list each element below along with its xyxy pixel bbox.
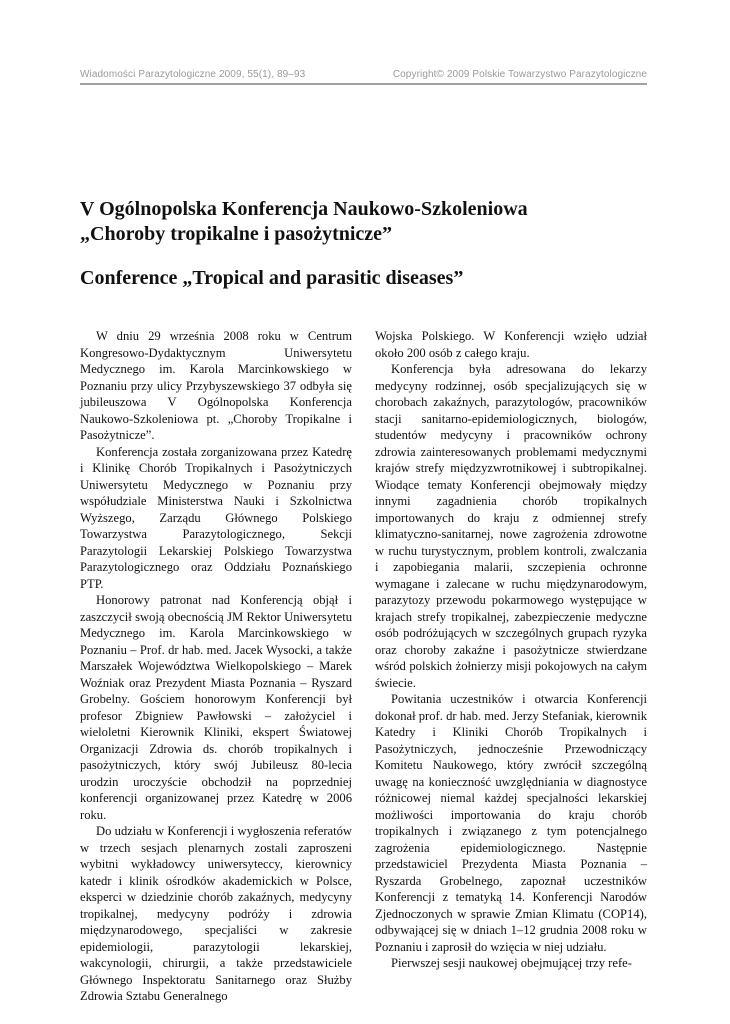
paragraph-continued: Wojska Polskiego. W Konferencji wzięło udział około 200 osób z całego kraju. [375, 329, 647, 360]
paragraph: Honorowy patronat nad Konferencją objął i zaszczycił swoją obecnością JM Rektor Uniwersytetu Medycznego im. Karola Marcinkowskiego w Poznaniu – Prof. dr hab. med. Jacek Wysocki, a także Marszałek Województwa Wielkopolskiego – Marek Woźniak oraz Prezydent Miasta Poznania – Ryszard Grobelny. Gościem honorowym Konferencji był profesor Zbigniew Pawłowski – założyciel i wieloletni Kierownik Kliniki, ekspert Światowej Organizacji Zdrowia ds. chorób tropikalnych i pasożytniczych, który swój Jubileusz 80-lecia urodzin uroczyście obchodził na poprzedniej konferencji organizowanej przez Katedrę w 2006 roku. [80, 593, 352, 822]
paragraph: Powitania uczestników i otwarcia Konferencji dokonał prof. dr hab. med. Jerzy Stefaniak, kierownik Katedry i Kliniki Chorób Tropikalnych i Pasożytniczych, jednocześnie Przewodniczący Komitetu Naukowego, który zwrócił szczególną uwagę na konieczność uwzględniania w diagnostyce różnicowej niemal każdej specjalności lekarskiej możliwości importowania do kraju chorób tropikalnych i związanego z tym potencjalnego zagrożenia epidemiologicznego. Następnie przedstawiciel Prezydenta Miasta Poznania – Ryszarda Grobelnego, zapoznał uczestników Konferencji z tematyką 14. Konferencji Narodów Zjednoczonych w sprawie Zmian Klimatu (COP14), odbywającej się w dniach 1–12 grudnia 2008 roku w Poznaniu i zaprosił do wzięcia w niej udziału. [375, 692, 647, 954]
paragraph: Pierwszej sesji naukowej obejmującej trzy refe- [391, 956, 632, 970]
paragraph: Do udziału w Konferencji i wygłoszenia referatów w trzech sesjach plenarnych zostali zaproszeni wybitni wykładowcy uniwersyteccy, kierownicy katedr i klinik ośrodków akademickich w Polsce, eksperci w dziedzinie chorób zakaźnych, medycyny tropikalnej, medycyny podróży i zdrowia międzynarodowego, specjaliści w zakresie epidemiologii, parazytologii lekarskiej, wakcynologii, chirurgii, a także przedstawiciele Głównego Inspektoratu Sanitarnego oraz Służby Zdrowia Sztabu Generalnego [80, 824, 352, 1003]
article-title-polish [80, 197, 680, 247]
article-title-english: Conference „Tropical and parasitic diseases” [80, 267, 464, 289]
journal-citation: Wiadomości Parazytologiczne 2009, 55(1), 89–93 [80, 69, 306, 80]
body-column-right [375, 328, 647, 972]
title-polish-line-2: „Choroby tropikalne i pasożytnicze” [80, 223, 393, 245]
body-column-left [80, 328, 352, 1005]
header-rule [80, 83, 647, 85]
paragraph: Konferencja została zorganizowana przez Katedrę i Klinikę Chorób Tropikalnych i Pasożytniczych Uniwersytetu Medycznego w Poznaniu przy współudziale Ministerstwa Nauki i Szkolnictwa Wyższego, Zarządu Głównego Polskiego Towarzystwa Parazytologicznego, Sekcji Parazytologii Lekarskiej Polskiego Towarzystwa Parazytologicznego oraz Oddziału Poznańskiego PTP. [80, 444, 352, 591]
paragraph: Konferencja była adresowana do lekarzy medycyny rodzinnej, osób specjalizujących się w chorobach zakaźnych, parazytologów, pracowników stacji sanitarno-epidemiologicznych, biologów, studentów medycyny i pracowników ochrony zdrowia zainteresowanych problemami medycznymi krajów strefy międzyzwrotnikowej i subtropikalnej. Wiodące tematy Konferencji obejmowały między innymi zagadnienia chorób tropikalnych importowanych do kraju z odmiennej strefy klimatyczno-sanitarnej, nowe zagrożenia zdrowotne w ruchu turystycznym, problem kontroli, zwalczania i zapobiegania malarii, szczepienia ochronne wymagane i zalecane w ruchu międzynarodowym, parazytozy przewodu pokarmowego występujące w krajach strefy tropikalnej, zabezpieczenie medyczne osób podróżujących w szczególnych grupach ryzyka oraz choroby zakaźne i pasożytnicze stwierdzane wśród polskich żołnierzy misji pokojowych na całym świecie. [375, 362, 647, 690]
title-polish-line-1: V Ogólnopolska Konferencja Naukowo-Szkoleniowa [80, 198, 528, 220]
running-header [80, 69, 647, 80]
copyright-notice: Copyright© 2009 Polskie Towarzystwo Parazytologiczne [392, 69, 647, 80]
paragraph: W dniu 29 września 2008 roku w Centrum Kongresowo-Dydaktycznym Uniwersytetu Medycznego im. Karola Marcinkowskiego w Poznaniu przy ulicy Przybyszewskiego 37 odbyła się jubileuszowa V Ogólnopolska Konferencja Naukowo-Szkoleniowa pt. „Choroby Tropikalne i Pasożytnicze”. [80, 329, 352, 442]
